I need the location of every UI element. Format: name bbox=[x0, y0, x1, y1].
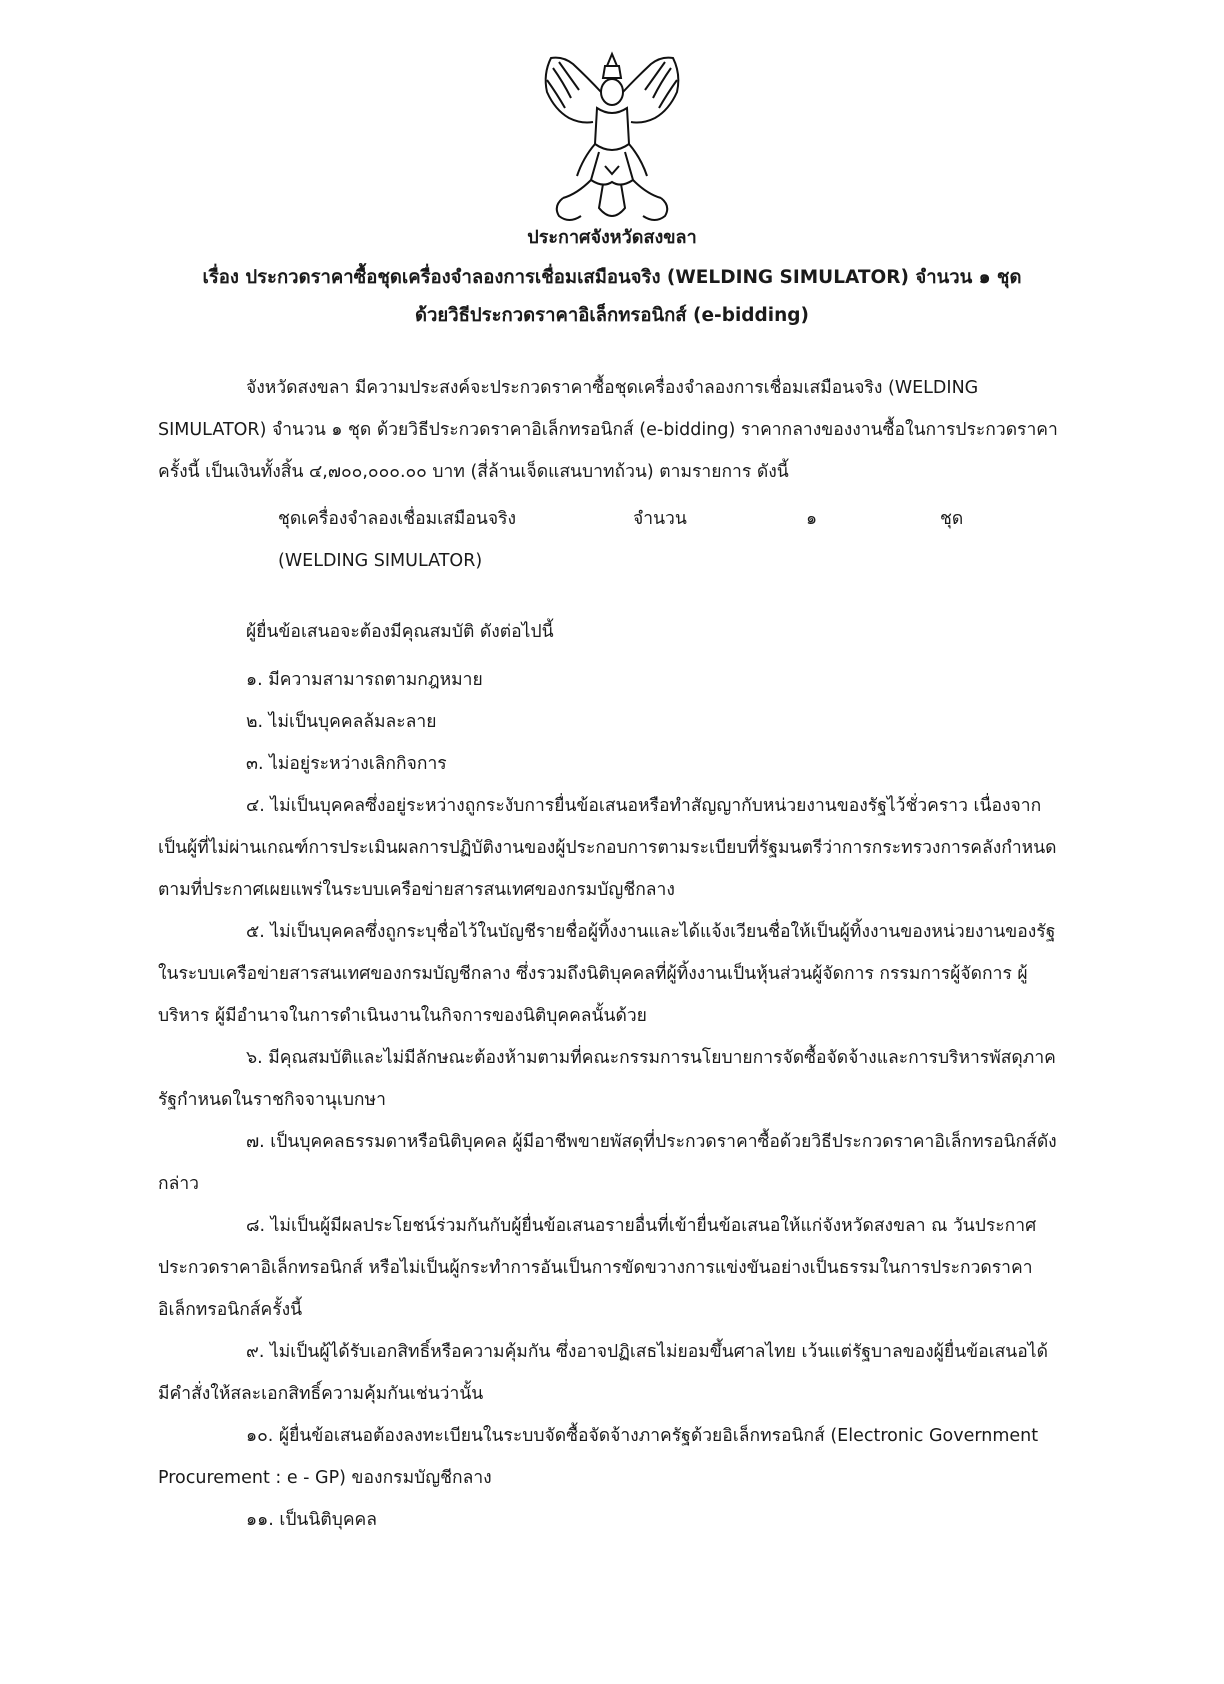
announcement-subject: เรื่อง ประกวดราคาซื้อชุดเครื่องจำลองการเชื่อมเสมือนจริง (WELDING SIMULATOR) จำนวน ๑ ชุด bbox=[202, 267, 1022, 288]
item-row bbox=[278, 498, 998, 582]
clause-5: ๕. ไม่เป็นบุคคลซึ่งถูกระบุชื่อไว้ในบัญชีรายชื่อผู้ทิ้งงานและได้แจ้งเวียนชื่อให้เป็นผู้ทิ้งงานของหน่วยงานของรัฐในระบบเครือข่ายสารสนเทศของกรมบัญชีกลาง ซึ่งรวมถึงนิติบุคคลที่ผู้ทิ้งงานเป็นหุ้นส่วนผู้จัดการ กรรมการผู้จัดการ ผู้บริหาร ผู้มีอำนาจในการดำเนินงานในกิจการของนิติบุคคลนั้นด้วย bbox=[158, 922, 1056, 1026]
item-qty: ๑ bbox=[806, 509, 818, 529]
item-qty-label: จำนวน bbox=[633, 509, 687, 529]
clause-11: ๑๑. เป็นนิติบุคคล bbox=[246, 1510, 377, 1530]
clause-7: ๗. เป็นบุคคลธรรมดาหรือนิติบุคคล ผู้มีอาชีพขายพัสดุที่ประกวดราคาซื้อด้วยวิธีประกวดราคาอิเล็กทรอนิกส์ดังกล่าว bbox=[158, 1132, 1057, 1194]
garuda-emblem-icon bbox=[533, 48, 691, 231]
clause-2: ๒. ไม่เป็นบุคคลล้มละลาย bbox=[246, 712, 437, 732]
announcement-org: ประกาศจังหวัดสงขลา bbox=[527, 227, 697, 248]
clause-10: ๑๐. ผู้ยื่นข้อเสนอต้องลงทะเบียนในระบบจัดซื้อจัดจ้างภาครัฐด้วยอิเล็กทรอนิกส์ (Electronic Government Procurement : e - GP) ของกรมบัญชีกลาง bbox=[158, 1426, 1039, 1488]
item-name-en: (WELDING SIMULATOR) bbox=[278, 551, 483, 571]
clause-3: ๓. ไม่อยู่ระหว่างเลิกกิจการ bbox=[246, 754, 447, 774]
clause-1: ๑. มีความสามารถตามกฎหมาย bbox=[246, 670, 483, 690]
item-unit: ชุด bbox=[940, 509, 964, 529]
qualifications-heading: ผู้ยื่นข้อเสนอจะต้องมีคุณสมบัติ ดังต่อไปนี้ bbox=[246, 622, 554, 642]
intro-paragraph: จังหวัดสงขลา มีความประสงค์จะประกวดราคาซื้อชุดเครื่องจำลองการเชื่อมเสมือนจริง (WELDING SIMULATOR) จำนวน ๑ ชุด ด้วยวิธีประกวดราคาอิเล็กทรอนิกส์ (e-bidding) ราคากลางของงานซื้อในการประกวดราคาครั้งนี้ เป็นเงินทั้งสิ้น ๔,๗๐๐,๐๐๐.๐๐ บาท (สี่ล้านเจ็ดแสนบาทถ้วน) ตามรายการ ดังนี้ bbox=[158, 378, 1058, 482]
clause-9: ๙. ไม่เป็นผู้ได้รับเอกสิทธิ์หรือความคุ้มกัน ซึ่งอาจปฏิเสธไม่ยอมขึ้นศาลไทย เว้นแต่รัฐบาลของผู้ยื่นข้อเสนอได้มีคำสั่งให้สละเอกสิทธิ์ความคุ้มกันเช่นว่านั้น bbox=[158, 1342, 1048, 1404]
item-name: ชุดเครื่องจำลองเชื่อมเสมือนจริง bbox=[278, 509, 517, 529]
announcement-method: ด้วยวิธีประกวดราคาอิเล็กทรอนิกส์ (e-bidding) bbox=[415, 305, 809, 326]
clause-6: ๖. มีคุณสมบัติและไม่มีลักษณะต้องห้ามตามที่คณะกรรมการนโยบายการจัดซื้อจัดจ้างและการบริหารพัสดุภาครัฐกำหนดในราชกิจจานุเบกษา bbox=[158, 1048, 1056, 1110]
clause-8: ๘. ไม่เป็นผู้มีผลประโยชน์ร่วมกันกับผู้ยื่นข้อเสนอรายอื่นที่เข้ายื่นข้อเสนอให้แก่จังหวัดสงขลา ณ วันประกาศประกวดราคาอิเล็กทรอนิกส์ หรือไม่เป็นผู้กระทำการอันเป็นการขัดขวางการแข่งขันอย่างเป็นธรรมในการประกวดราคาอิเล็กทรอนิกส์ครั้งนี้ bbox=[158, 1216, 1037, 1320]
clause-4: ๔. ไม่เป็นบุคคลซึ่งอยู่ระหว่างถูกระงับการยื่นข้อเสนอหรือทำสัญญากับหน่วยงานของรัฐไว้ชั่วคราว เนื่องจากเป็นผู้ที่ไม่ผ่านเกณฑ์การประเมินผลการปฏิบัติงานของผู้ประกอบการตามระเบียบที่รัฐมนตรีว่าการกระทรวงการคลังกำหนดตามที่ประกาศเผยแพร่ในระบบเครือข่ายสารสนเทศของกรมบัญชีกลาง bbox=[158, 796, 1057, 900]
